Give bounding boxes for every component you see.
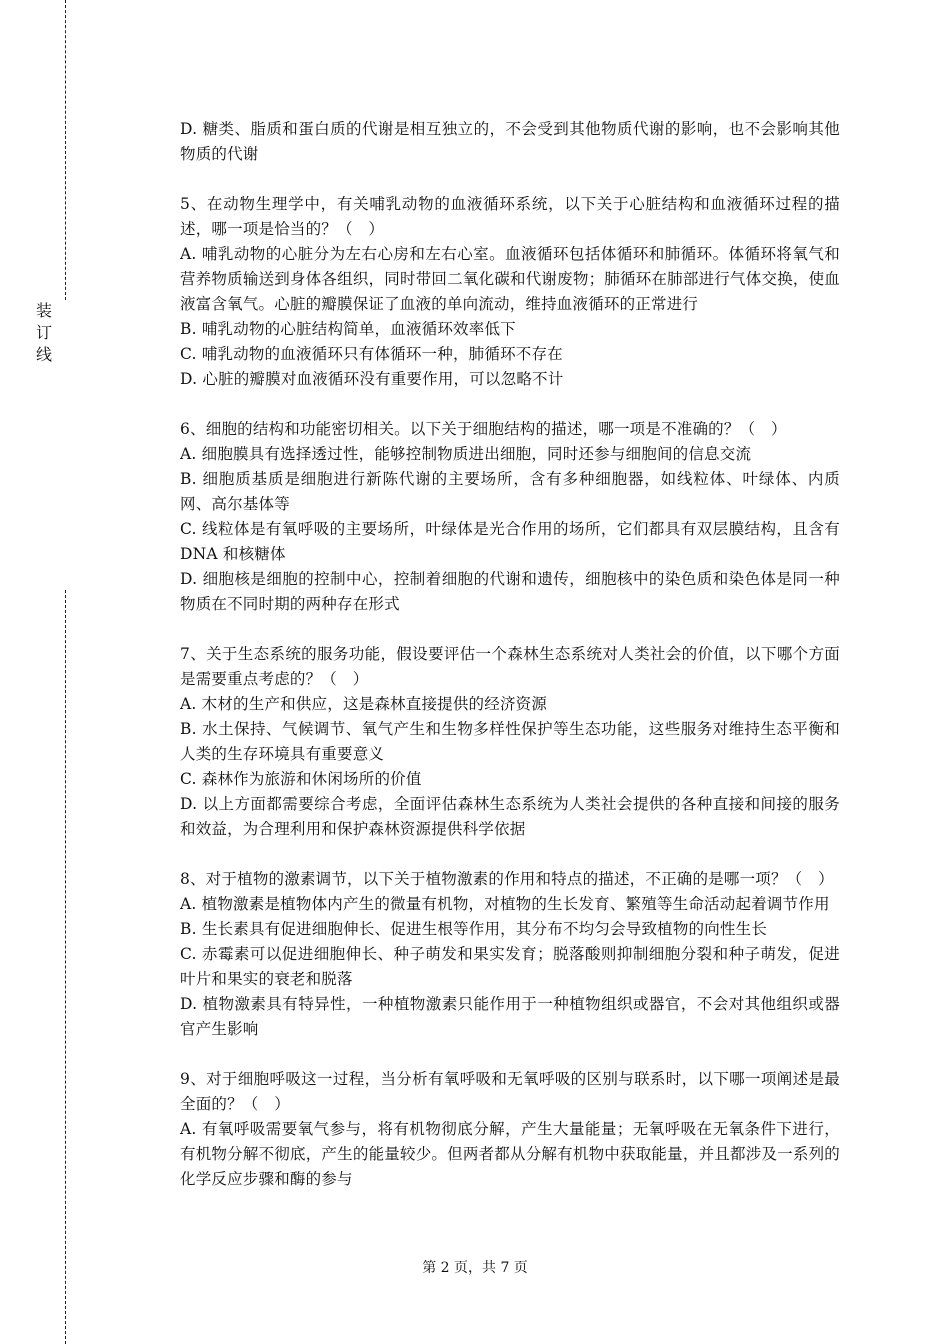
binding-label <box>34 300 54 366</box>
option-8-c: C. 赤霉素可以促进细胞伸长、种子萌发和果实发育；脱落酸则抑制细胞分裂和种子萌发，促进叶片和果实的衰老和脱落 <box>180 945 840 988</box>
option-6-a: A. 细胞膜具有选择透过性，能够控制物质进出细胞，同时还参与细胞间的信息交流 <box>180 445 752 463</box>
option-7-b: B. 水土保持、气候调节、氧气产生和生物多样性保护等生态功能，这些服务对维持生态平衡和人类的生存环境具有重要意义 <box>180 720 840 763</box>
option-8-b: B. 生长素具有促进细胞伸长、促进生根等作用，其分布不均匀会导致植物的向性生长 <box>180 920 768 938</box>
option-6-d: D. 细胞核是细胞的控制中心，控制着细胞的代谢和遗传，细胞核中的染色质和染色体是同一种物质在不同时期的两种存在形式 <box>180 570 840 613</box>
question-9-stem: 9、对于细胞呼吸这一过程，当分析有氧呼吸和无氧呼吸的区别与联系时，以下哪一项阐述是最全面的？（ ） <box>180 1070 840 1113</box>
option-6-b: B. 细胞质基质是细胞进行新陈代谢的主要场所，含有多种细胞器，如线粒体、叶绿体、内质网、高尔基体等 <box>180 470 840 513</box>
question-8 <box>180 867 840 1042</box>
question-4-tail <box>180 117 840 167</box>
page-footer: 第 2 页，共 7 页 <box>422 1260 528 1276</box>
option-5-d: D. 心脏的瓣膜对血液循环没有重要作用，可以忽略不计 <box>180 370 564 388</box>
question-6 <box>180 417 840 617</box>
option-7-c: C. 森林作为旅游和休闲场所的价值 <box>180 770 422 788</box>
option-8-d: D. 植物激素具有特异性，一种植物激素只能作用于一种植物组织或器官，不会对其他组织或器官产生影响 <box>180 995 840 1038</box>
option-6-c: C. 线粒体是有氧呼吸的主要场所，叶绿体是光合作用的场所，它们都具有双层膜结构，且含有 DNA 和核糖体 <box>180 520 840 563</box>
option-5-a: A. 哺乳动物的心脏分为左右心房和左右心室。血液循环包括体循环和肺循环。体循环将氧气和营养物质输送到身体各组织，同时带回二氧化碳和代谢废物；肺循环在肺部进行气体交换，使血液富含氧气。心脏的瓣膜保证了血液的单向流动，维持血液循环的正常进行 <box>180 245 840 313</box>
question-5 <box>180 192 840 392</box>
question-9 <box>180 1067 840 1192</box>
option-7-d: D. 以上方面都需要综合考虑，全面评估森林生态系统为人类社会提供的各种直接和间接的服务和效益，为合理利用和保护森林资源提供科学依据 <box>180 795 840 838</box>
option-4-d: D. 糖类、脂质和蛋白质的代谢是相互独立的，不会受到其他物质代谢的影响，也不会影响其他物质的代谢 <box>180 120 840 163</box>
option-5-b: B. 哺乳动物的心脏结构简单，血液循环效率低下 <box>180 320 516 338</box>
question-8-stem: 8、对于植物的激素调节，以下关于植物激素的作用和特点的描述，不正确的是哪一项？（ ） <box>180 870 834 888</box>
binding-line-bottom <box>65 590 66 1344</box>
question-7-stem: 7、关于生态系统的服务功能，假设要评估一个森林生态系统对人类社会的价值，以下哪个方面是需要重点考虑的？（ ） <box>180 645 840 688</box>
binding-label-char: 线 <box>35 345 52 364</box>
question-5-stem: 5、在动物生理学中，有关哺乳动物的血液循环系统，以下关于心脏结构和血液循环过程的描述，哪一项是恰当的？（ ） <box>180 195 840 238</box>
option-5-c: C. 哺乳动物的血液循环只有体循环一种，肺循环不存在 <box>180 345 563 363</box>
question-7 <box>180 642 840 842</box>
option-7-a: A. 木材的生产和供应，这是森林直接提供的经济资源 <box>180 695 548 713</box>
binding-line-top <box>65 0 66 300</box>
binding-label-char: 装 <box>35 301 52 320</box>
question-6-stem: 6、细胞的结构和功能密切相关。以下关于细胞结构的描述，哪一项是不准确的？（ ） <box>180 420 787 438</box>
option-9-a: A. 有氧呼吸需要氧气参与，将有机物彻底分解，产生大量能量；无氧呼吸在无氧条件下进行，有机物分解不彻底，产生的能量较少。但两者都从分解有机物中获取能量，并且都涉及一系列的化学反应步骤和酶的参与 <box>180 1120 840 1188</box>
binding-label-char: 订 <box>35 323 52 342</box>
question-content <box>180 117 840 1217</box>
option-8-a: A. 植物激素是植物体内产生的微量有机物，对植物的生长发育、繁殖等生命活动起着调节作用 <box>180 895 830 913</box>
